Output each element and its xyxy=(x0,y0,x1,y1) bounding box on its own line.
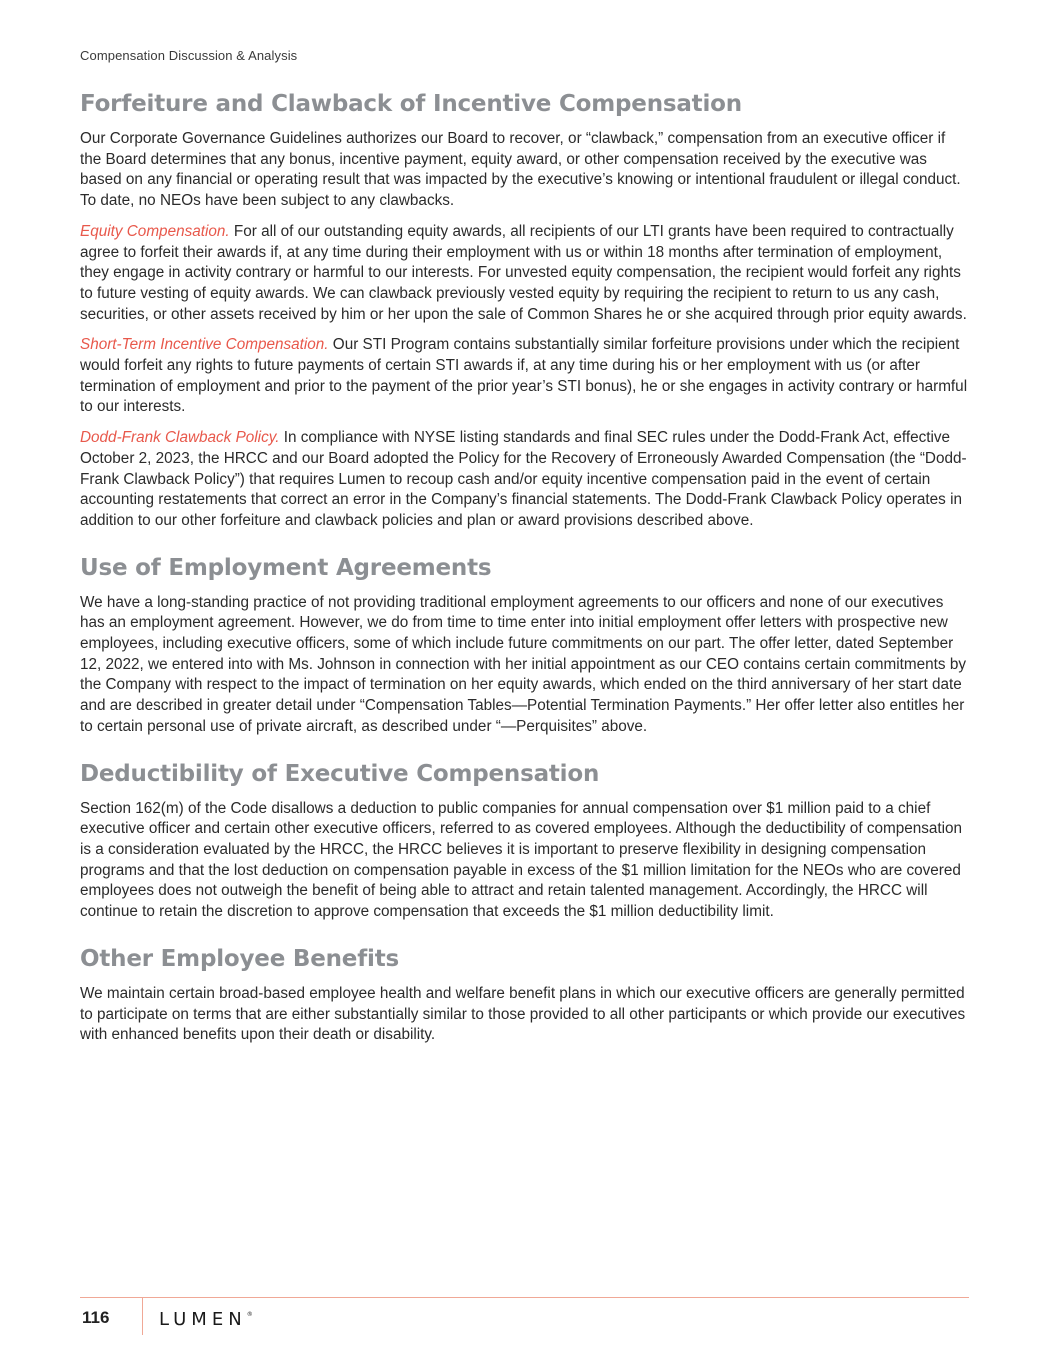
paragraph-text: Section 162(m) of the Code disallows a deduction to public companies for annual compensation over $1 million paid to a chief executive officer and certain other executive officers, referred to as covered employees. Although the deductibility of compensation is a consideration evaluated by the HRCC, the HRCC believes it is important to preserve flexibility in designing compensation programs and that the lost deduction on compensation payable in excess of the $1 million limitation for the NEOs who are covered employees does not outweigh the benefit of being able to attract and retain talented management. Accordingly, the HRCC will continue to retain the discretion to approve compensation that exceeds the $1 million deductibility limit. xyxy=(80,799,963,921)
section-deductibility xyxy=(80,758,970,923)
paragraph xyxy=(80,428,970,532)
footer-divider xyxy=(142,1297,143,1335)
paragraph-text: In compliance with NYSE listing standards and final SEC rules under the Dodd-Frank Act, effective October 2, 2023, the HRCC and our Board adopted the Policy for the Recovery of Erroneously Awarded Compensation (the “Dodd-Frank Clawback Policy”) that requires Lumen to recoup cash and/or equity incentive compensation paid in the event of certain accounting restatements that correct an error in the Company’s financial statements. The Dodd-Frank Clawback Policy operates in addition to our other forfeiture and clawback policies and plan or award provisions described above. xyxy=(80,429,967,529)
paragraph xyxy=(80,593,970,738)
lumen-logo xyxy=(159,1309,253,1330)
running-head: Compensation Discussion & Analysis xyxy=(80,48,298,63)
section-heading: Deductibility of Executive Compensation xyxy=(80,760,600,787)
paragraph xyxy=(80,222,970,326)
lead-in-equity-compensation: Equity Compensation. xyxy=(80,222,230,240)
lead-in-dodd-frank: Dodd-Frank Clawback Policy. xyxy=(80,429,280,447)
section-employment-agreements xyxy=(80,552,970,738)
paragraph xyxy=(80,129,970,212)
paragraph xyxy=(80,984,970,1046)
section-heading: Other Employee Benefits xyxy=(80,945,399,972)
page-content xyxy=(80,88,970,1066)
logo-text: LUMEN xyxy=(159,1309,247,1330)
paragraph-text: Our STI Program contains substantially similar forfeiture provisions under which the recipient would forfeit any rights to future payments of certain STI awards if, at any time during his or her employment with us (or after termination of employment and prior to the payment of the prior year’s STI bonus), he or she engages in activity contrary or harmful to our interests. xyxy=(80,336,968,416)
paragraph-text: We have a long-standing practice of not providing traditional employment agreements to our officers and none of our executives has an employment agreement. However, we do from time to time enter into initial employment offer letters with prospective new employees, including executive officers, some of which include future commitments on our part. The offer letter, dated September 12, 2022, we entered into with Ms. Johnson in connection with her initial appointment as our CEO contains certain commitments by the Company with respect to the impact of termination on her equity awards, which ended on the third anniversary of her start date and are described in greater detail under “Compensation Tables—Potential Termination Payments.” Her offer letter also entitles her to certain personal use of private aircraft, as described under “—Perquisites” above. xyxy=(80,593,966,735)
section-forfeiture-clawback xyxy=(80,88,970,532)
paragraph-text: For all of our outstanding equity awards, all recipients of our LTI grants have been required to contractually agree to forfeit their awards if, at any time during their employment with us or within 18 months after termination of employment, they engage in activity contrary or harmful to our interests. For unvested equity compensation, the recipient would forfeit any rights to future vesting of equity awards. We can clawback previously vested equity by requiring the recipient to return to us any cash, securities, or other assets received by him or her upon the sale of Common Shares he or she acquired through prior equity awards. xyxy=(80,222,967,323)
paragraph xyxy=(80,335,970,418)
page-number: 116 xyxy=(82,1308,110,1327)
paragraph xyxy=(80,799,970,923)
section-heading: Forfeiture and Clawback of Incentive Compensation xyxy=(80,91,742,117)
paragraph-text: We maintain certain broad-based employee health and welfare benefit plans in which our executive officers are generally permitted to participate on terms that are either substantially similar to those provided to all other participants or which provide our executives with enhanced benefits upon their death or disability. xyxy=(80,984,966,1044)
section-heading: Use of Employment Agreements xyxy=(80,554,492,581)
footer-rule xyxy=(80,1297,969,1298)
paragraph-text: Our Corporate Governance Guidelines authorizes our Board to recover, or “clawback,” compensation from an executive officer if the Board determines that any bonus, incentive payment, equity award, or other compensation received by the executive was based on any financial or operating result that was impacted by the executive’s knowing or intentional fraudulent or illegal conduct. To date, no NEOs have been subject to any clawbacks. xyxy=(80,130,961,210)
registered-mark: ® xyxy=(246,1311,253,1318)
section-other-benefits xyxy=(80,943,970,1046)
lead-in-sti-compensation: Short-Term Incentive Compensation. xyxy=(80,336,329,354)
